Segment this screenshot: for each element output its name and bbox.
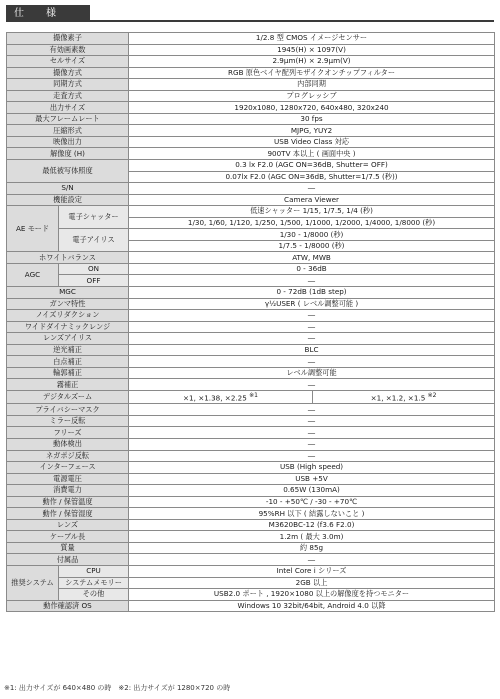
row-label: 動体検出: [7, 438, 129, 450]
table-row: [7, 367, 495, 379]
row-value: 0.3 lx F2.0 (AGC ON=36dB, Shutter= OFF): [129, 160, 495, 172]
row-label: S/N: [7, 183, 129, 195]
table-row: [7, 321, 495, 333]
agc-label: AGC: [7, 263, 59, 286]
table-row: [7, 589, 495, 601]
row-label: ホワイトバランス: [7, 252, 129, 264]
table-row: [7, 67, 495, 79]
row-label: ノイズリダクション: [7, 310, 129, 322]
row-value: 0 - 36dB: [129, 263, 495, 275]
row-label: 機能設定: [7, 194, 129, 206]
table-row: [7, 275, 495, 287]
row-label: 走査方式: [7, 90, 129, 102]
table-row: [7, 79, 495, 91]
row-label: ネガポジ反転: [7, 450, 129, 462]
row-label: フリーズ: [7, 427, 129, 439]
row-label: 消費電力: [7, 485, 129, 497]
table-row: [7, 577, 495, 589]
row-label: プライバシーマスク: [7, 404, 129, 416]
section-title: 仕 様: [6, 5, 90, 22]
table-row: [7, 554, 495, 566]
row-value: ―: [129, 310, 495, 322]
zoom-value-2-text: ×1, ×1.2, ×1.5: [370, 393, 426, 403]
table-row: [7, 263, 495, 275]
row-label: ケーブル長: [7, 531, 129, 543]
footnote-ref-1: ※1: [249, 391, 258, 399]
row-value: 1/30 - 1/8000 (秒): [129, 229, 495, 241]
table-row: [7, 56, 495, 68]
table-row: [7, 473, 495, 485]
table-row: [7, 298, 495, 310]
row-label: 逆光補正: [7, 344, 129, 356]
table-row: [7, 508, 495, 520]
table-row: [7, 194, 495, 206]
agc-on-label: ON: [59, 263, 129, 275]
table-row: [7, 496, 495, 508]
ae-mode-label: AE モード: [7, 206, 59, 252]
table-row: [7, 462, 495, 474]
table-row: [7, 183, 495, 195]
row-value: ―: [129, 321, 495, 333]
title-rule: [6, 20, 494, 22]
table-row: [7, 113, 495, 125]
table-row: [7, 136, 495, 148]
footnote: ※1: 出力サイズが 640×480 の時 ※2: 出力サイズが 1280×720 の時: [4, 684, 231, 692]
row-value: MJPG, YUY2: [129, 125, 495, 137]
table-row: [7, 542, 495, 554]
row-label: 最低被写体照度: [7, 160, 129, 183]
row-label: 白点補正: [7, 356, 129, 368]
row-label: セルサイズ: [7, 56, 129, 68]
iris-label: 電子アイリス: [59, 229, 129, 252]
row-value: BLC: [129, 344, 495, 356]
row-label: 圧縮形式: [7, 125, 129, 137]
row-label: 動作 / 保管温度: [7, 496, 129, 508]
shutter-label: 電子シャッター: [59, 206, 129, 229]
table-row: [7, 427, 495, 439]
table-row: [7, 102, 495, 114]
table-row: [7, 160, 495, 172]
row-value: レベル調整可能: [129, 367, 495, 379]
row-label: 解像度 (H): [7, 148, 129, 160]
row-label: 動作 / 保管湿度: [7, 508, 129, 520]
row-value: USB Video Class 対応: [129, 136, 495, 148]
system-label: 推奨システム: [7, 566, 59, 601]
row-value: 内部同期: [129, 79, 495, 91]
table-row: [7, 252, 495, 264]
row-value: 1/7.5 - 1/8000 (秒): [129, 240, 495, 252]
row-value: ―: [129, 427, 495, 439]
agc-off-label: OFF: [59, 275, 129, 287]
row-value: ―: [129, 554, 495, 566]
row-label: 出力サイズ: [7, 102, 129, 114]
row-value: ―: [129, 450, 495, 462]
row-value: Windows 10 32bit/64bit, Android 4.0 以降: [129, 600, 495, 612]
memory-label: システムメモリー: [59, 577, 129, 589]
row-label: レンズアイリス: [7, 333, 129, 345]
row-label: MGC: [7, 287, 129, 299]
row-value: 約 85g: [129, 542, 495, 554]
table-row: [7, 206, 495, 218]
row-value: ―: [129, 275, 495, 287]
table-row: [7, 485, 495, 497]
row-value: 0 - 72dB (1dB step): [129, 287, 495, 299]
row-label: 動作確認済 OS: [7, 600, 129, 612]
row-value: 1945(H) × 1097(V): [129, 44, 495, 56]
row-value: ―: [129, 356, 495, 368]
table-row: [7, 450, 495, 462]
table-row: [7, 229, 495, 241]
row-label: デジタルズーム: [7, 390, 129, 403]
row-value: USB (High speed): [129, 462, 495, 474]
row-label: 霧補正: [7, 379, 129, 391]
cpu-label: CPU: [59, 566, 129, 578]
row-value: ―: [129, 438, 495, 450]
row-value: USB +5V: [129, 473, 495, 485]
other-label: その他: [59, 589, 129, 601]
row-label: ミラー反転: [7, 415, 129, 427]
row-label: インターフェース: [7, 462, 129, 474]
row-value: 0.65W (130mA): [129, 485, 495, 497]
row-value: M3620BC-12 (f3.6 F2.0): [129, 519, 495, 531]
zoom-value-1: [129, 390, 313, 403]
row-value: 900TV 本以上 ( 画面中央 ): [129, 148, 495, 160]
row-value: RGB 原色ベイヤ配列モザイクオンチップフィルター: [129, 67, 495, 79]
row-value: ATW, MWB: [129, 252, 495, 264]
table-row: [7, 519, 495, 531]
footnote-ref-2: ※2: [427, 391, 437, 399]
row-label: 撮像素子: [7, 33, 129, 45]
row-label: レンズ: [7, 519, 129, 531]
row-value: 95%RH 以下 ( 結露しないこと ): [129, 508, 495, 520]
table-row: [7, 148, 495, 160]
table-row: [7, 90, 495, 102]
row-label: 電源電圧: [7, 473, 129, 485]
row-value: 1/30, 1/60, 1/120, 1/250, 1/500, 1/1000, 1/2000, 1/4000, 1/8000 (秒): [129, 217, 495, 229]
row-label: 輪郭補正: [7, 367, 129, 379]
row-value: γ½USER ( レベル調整可能 ): [129, 298, 495, 310]
row-value: ―: [129, 183, 495, 195]
zoom-value-1-text: ×1, ×1.38, ×2.25: [183, 393, 247, 403]
row-value: ―: [129, 379, 495, 391]
row-value: ―: [129, 333, 495, 345]
row-label: 映像出力: [7, 136, 129, 148]
table-row: [7, 287, 495, 299]
row-value: 2GB 以上: [129, 577, 495, 589]
table-row: [7, 566, 495, 578]
row-label: 最大フレームレート: [7, 113, 129, 125]
table-row: [7, 390, 495, 403]
row-label: 撮像方式: [7, 67, 129, 79]
row-label: 有効画素数: [7, 44, 129, 56]
table-row: [7, 415, 495, 427]
table-row: [7, 344, 495, 356]
table-row: [7, 125, 495, 137]
row-value: 0.07lx F2.0 (AGC ON=36dB, Shutter=1/7.5 (秒)): [129, 171, 495, 183]
table-row: [7, 531, 495, 543]
table-row: [7, 44, 495, 56]
row-value: Intel Core i シリーズ: [129, 566, 495, 578]
table-row: [7, 310, 495, 322]
row-value: Camera Viewer: [129, 194, 495, 206]
row-label: ワイドダイナミックレンジ: [7, 321, 129, 333]
row-label: 同期方式: [7, 79, 129, 91]
row-value: USB2.0 ポート , 1920×1080 以上の解像度を持つモニター: [129, 589, 495, 601]
zoom-value-2: [313, 390, 495, 403]
table-row: [7, 356, 495, 368]
row-value: 2.9μm(H) × 2.9μm(V): [129, 56, 495, 68]
row-value: ―: [129, 404, 495, 416]
row-value: 1/2.8 型 CMOS イメージセンサー: [129, 33, 495, 45]
table-row: [7, 333, 495, 345]
row-value: 30 fps: [129, 113, 495, 125]
table-row: [7, 404, 495, 416]
row-value: 1.2m ( 最大 3.0m): [129, 531, 495, 543]
table-row: [7, 438, 495, 450]
spec-table: [6, 32, 495, 612]
row-value: プログレッシブ: [129, 90, 495, 102]
table-row: [7, 33, 495, 45]
table-row: [7, 600, 495, 612]
table-row: [7, 379, 495, 391]
row-value: ―: [129, 415, 495, 427]
row-label: 質量: [7, 542, 129, 554]
row-value: 低速シャッター 1/15, 1/7.5, 1/4 (秒): [129, 206, 495, 218]
row-label: 付属品: [7, 554, 129, 566]
row-value: -10 - +50℃ / -30 - +70℃: [129, 496, 495, 508]
row-label: ガンマ特性: [7, 298, 129, 310]
row-value: 1920x1080, 1280x720, 640x480, 320x240: [129, 102, 495, 114]
